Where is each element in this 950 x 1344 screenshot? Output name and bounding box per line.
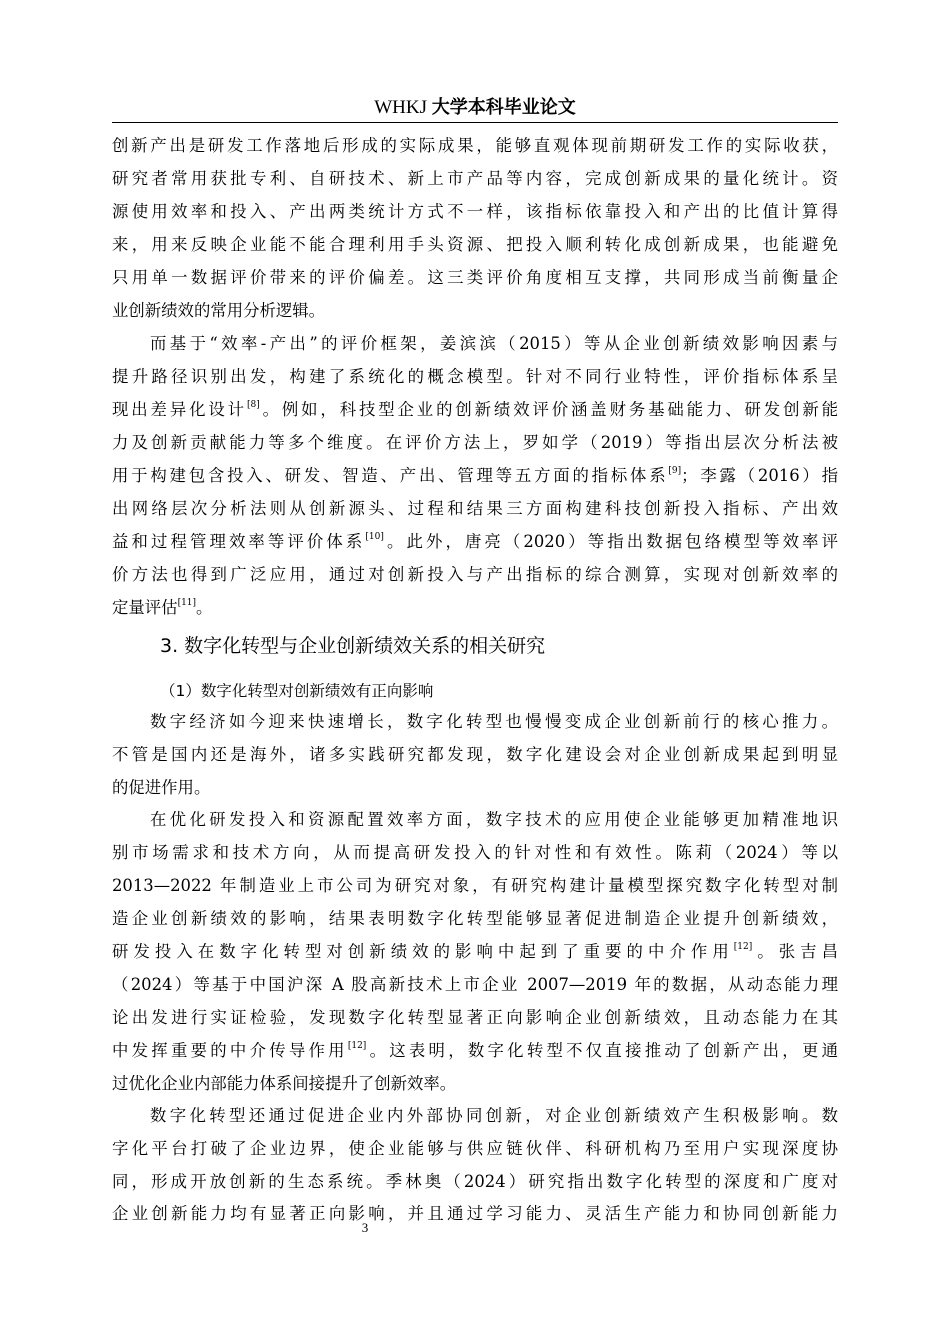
paragraph-line: 出网络层次分析法则从创新源头、过程和结果三方面构建科技创新投入指标、产出效 bbox=[112, 499, 838, 518]
paragraph-line: 益和过程管理效率等评价体系[10]。此外，唐亮（2020）等指出数据包络模型等效率评 bbox=[112, 532, 838, 551]
paragraph-line: 研究者常用获批专利、自研技术、新上市产品等内容，完成创新成果的量化统计。资 bbox=[112, 169, 838, 188]
paragraph-line: 力及创新贡献能力等多个维度。在评价方法上，罗如学（2019）等指出层次分析法被 bbox=[112, 433, 838, 452]
paragraph-line: 2013—2022 年制造业上市公司为研究对象，有研究构建计量模型探究数字化转型对制 bbox=[112, 876, 838, 895]
subsection-heading: （1）数字化转型对创新绩效有正向影响 bbox=[160, 682, 434, 700]
header-prefix: WHKJ bbox=[374, 97, 428, 118]
paragraph-line: 源使用效率和投入、产出两类统计方式不一样，该指标依靠投入和产出的比值计算得 bbox=[112, 202, 838, 221]
paragraph-line: 企业创新能力均有显著正向影响，并且通过学习能力、灵活生产能力和协同创新能力 bbox=[112, 1204, 838, 1223]
paragraph-line: 现出差异化设计[8]。例如，科技型企业的创新绩效评价涵盖财务基础能力、研发创新能 bbox=[112, 400, 838, 419]
citation-ref: [12] bbox=[733, 942, 753, 952]
paragraph-line: 来，用来反映企业能不能合理利用手头资源、把投入顺利转化成创新成果，也能避免 bbox=[112, 235, 838, 254]
paragraph-line: 别市场需求和技术方向，从而提高研发投入的针对性和有效性。陈莉（2024）等以 bbox=[112, 843, 838, 862]
running-header bbox=[112, 94, 838, 122]
paragraph-line: 数字化转型还通过促进企业内外部协同创新，对企业创新绩效产生积极影响。数 bbox=[150, 1106, 838, 1125]
paragraph-line: 过优化企业内部能力体系间接提升了创新效率。 bbox=[112, 1074, 457, 1093]
section-heading: 3. 数字化转型与企业创新绩效关系的相关研究 bbox=[160, 635, 546, 657]
paragraph-line: 字化平台打破了企业边界，使企业能够与供应链伙伴、科研机构乃至用户实现深度协 bbox=[112, 1139, 838, 1158]
paragraph-line: 定量评估[11]。 bbox=[112, 598, 213, 617]
citation-ref: [11] bbox=[177, 598, 197, 608]
header-rule bbox=[112, 122, 838, 123]
paragraph-line: 创新产出是研发工作落地后形成的实际成果，能够直观体现前期研发工作的实际收获， bbox=[112, 136, 838, 155]
paragraph-line: 不管是国内还是海外，诸多实践研究都发现，数字化建设会对企业创新成果起到明显 bbox=[112, 745, 838, 764]
citation-ref: [12] bbox=[347, 1041, 367, 1051]
citation-ref: [8] bbox=[246, 400, 260, 410]
paragraph-line: 中发挥重要的中介传导作用[12]。这表明，数字化转型不仅直接推动了创新产出，更通 bbox=[112, 1041, 838, 1060]
paragraph-line: 业创新绩效的常用分析逻辑。 bbox=[112, 301, 326, 320]
paragraph-line: 而基于“效率-产出”的评价框架，姜滨滨（2015）等从企业创新绩效影响因素与 bbox=[150, 334, 838, 353]
paragraph-line: 数字经济如今迎来快速增长，数字化转型也慢慢变成企业创新前行的核心推力。 bbox=[150, 712, 838, 731]
paragraph-line: 的促进作用。 bbox=[112, 778, 211, 797]
paragraph-line: 提升路径识别出发，构建了系统化的概念模型。针对不同行业特性，评价指标体系呈 bbox=[112, 367, 838, 386]
header-title: 大学本科毕业论文 bbox=[431, 97, 576, 118]
citation-ref: [10] bbox=[365, 532, 384, 542]
paragraph-line: 造企业创新绩效的影响，结果表明数字化转型能够显著促进制造企业提升创新绩效， bbox=[112, 909, 838, 928]
citation-ref: [9] bbox=[668, 466, 682, 476]
paragraph-line: 在优化研发投入和资源配置效率方面，数字技术的应用使企业能够更加精准地识 bbox=[150, 810, 838, 829]
paragraph-line: 用于构建包含投入、研发、智造、产出、管理等五方面的指标体系[9]；李露（2016）指 bbox=[112, 466, 838, 485]
paragraph-line: （2024）等基于中国沪深 A 股高新技术上市企业 2007—2019 年的数据，从动态能力理 bbox=[112, 975, 838, 994]
paragraph-line: 同，形成开放创新的生态系统。季林奥（2024）研究指出数字化转型的深度和广度对 bbox=[112, 1172, 838, 1191]
paragraph-line: 论出发进行实证检验，发现数字化转型显著正向影响企业创新绩效，且动态能力在其 bbox=[112, 1008, 838, 1027]
paragraph-line: 价方法也得到广泛应用，通过对创新投入与产出指标的综合测算，实现对创新效率的 bbox=[112, 565, 838, 584]
page-number: 3 bbox=[361, 1220, 369, 1235]
paragraph-line: 研发投入在数字化转型对创新绩效的影响中起到了重要的中介作用[12]。张吉昌 bbox=[112, 942, 838, 961]
paragraph-line: 只用单一数据评价带来的评价偏差。这三类评价角度相互支撑，共同形成当前衡量企 bbox=[112, 268, 838, 287]
